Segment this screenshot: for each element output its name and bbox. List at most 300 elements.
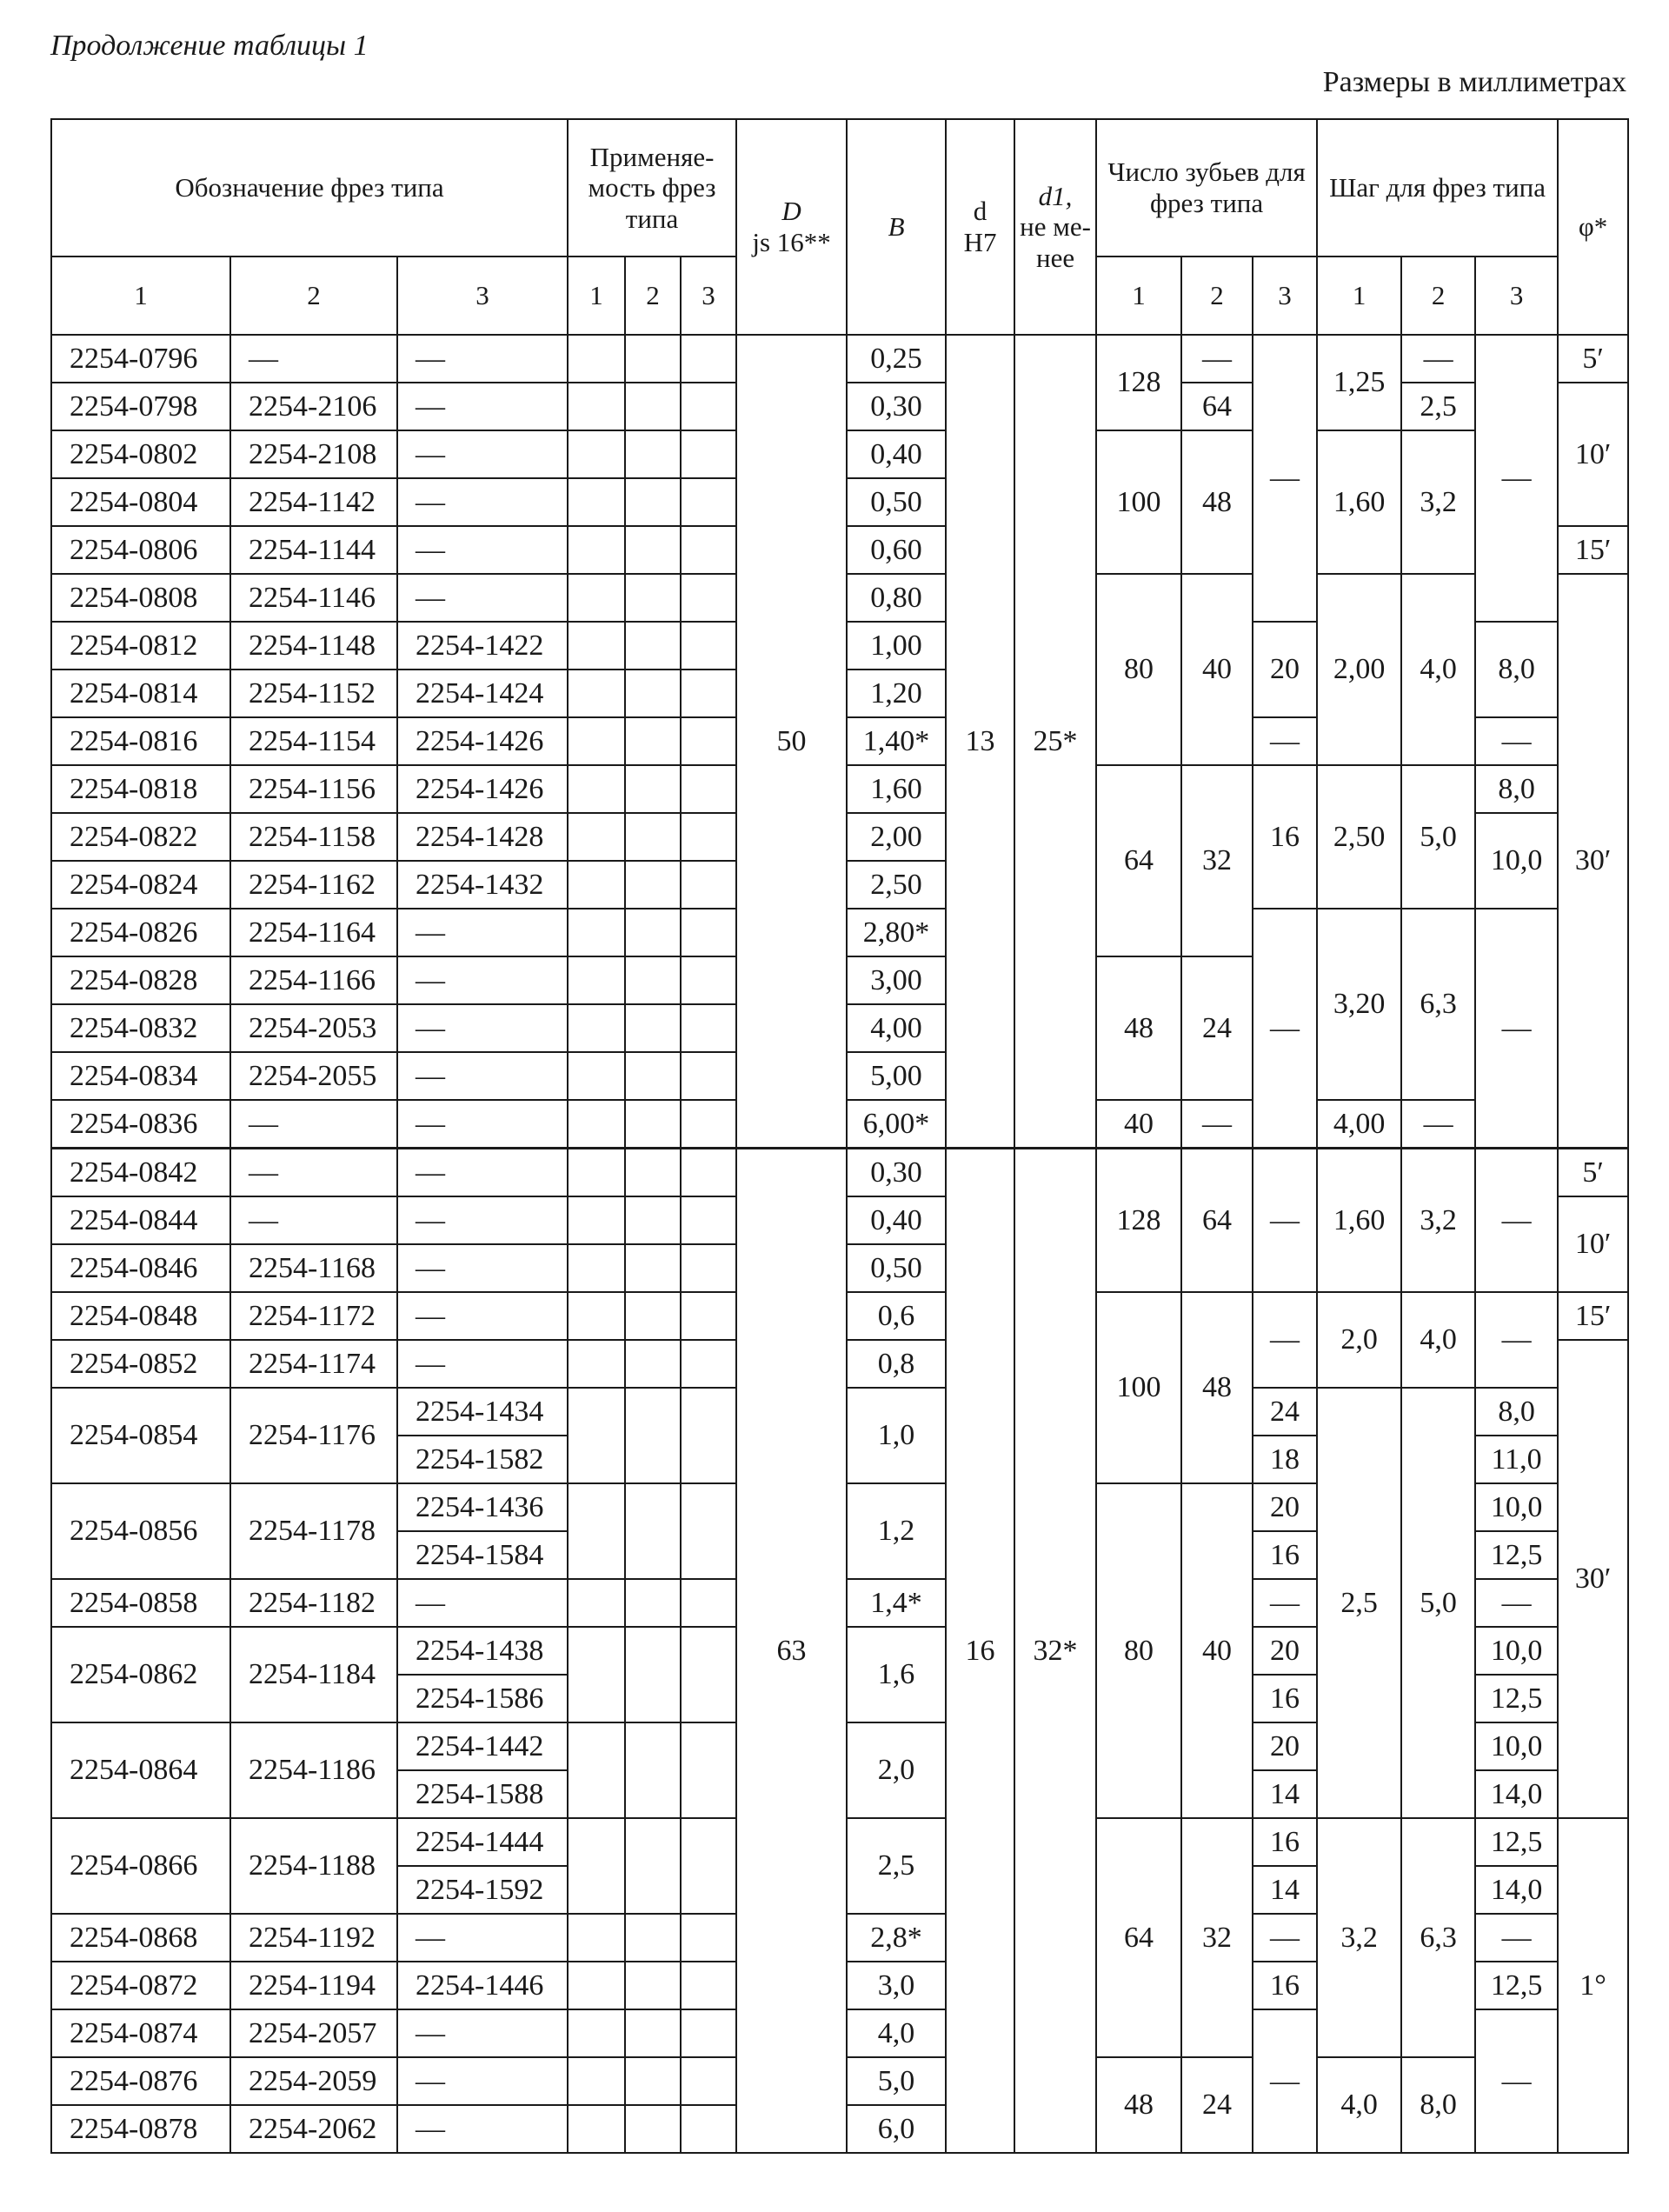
teeth-type1-value: 128	[1096, 335, 1181, 430]
type2-designation: 2254-2055	[230, 1052, 397, 1100]
applicability-cell	[568, 526, 625, 574]
teeth-type3-value: —	[1253, 2009, 1317, 2153]
width-b-value: 0,80	[847, 574, 946, 622]
teeth-type2-value: 24	[1181, 2057, 1253, 2153]
pitch-type3-value: —	[1475, 1579, 1558, 1627]
applicability-cell	[681, 478, 736, 526]
type3-designation: 2254-1584	[397, 1531, 568, 1579]
type1-designation: 2254-0824	[51, 861, 230, 909]
teeth-type3-value: 16	[1253, 765, 1317, 909]
width-b-value: 2,50	[847, 861, 946, 909]
width-b-value: 1,2	[847, 1483, 946, 1579]
applicability-cell	[625, 1818, 681, 1914]
type1-designation: 2254-0858	[51, 1579, 230, 1627]
type3-designation: —	[397, 478, 568, 526]
header-pitch: Шаг для фрез типа	[1317, 119, 1558, 257]
pitch-type3-value: 8,0	[1475, 1388, 1558, 1436]
type3-designation: —	[397, 430, 568, 478]
header-type-number: 3	[1475, 257, 1558, 335]
width-b-value: 3,00	[847, 956, 946, 1004]
width-b-value: 0,6	[847, 1292, 946, 1340]
applicability-cell	[568, 1292, 625, 1340]
applicability-cell	[625, 430, 681, 478]
applicability-cell	[625, 1340, 681, 1388]
type3-designation: —	[397, 2105, 568, 2153]
header-designation: Обозначение фрез типа	[51, 119, 568, 257]
teeth-type2-value: 24	[1181, 956, 1253, 1100]
applicability-cell	[681, 383, 736, 430]
type3-designation: —	[397, 956, 568, 1004]
applicability-cell	[681, 1627, 736, 1722]
applicability-cell	[681, 861, 736, 909]
type2-designation: 2254-1146	[230, 574, 397, 622]
teeth-type3-value: 16	[1253, 1818, 1317, 1866]
header-type-number: 2	[230, 257, 397, 335]
pitch-type3-value: 10,0	[1475, 813, 1558, 909]
type3-designation: 2254-1434	[397, 1388, 568, 1436]
width-b-value: 6,00*	[847, 1100, 946, 1149]
teeth-type3-value: 16	[1253, 1531, 1317, 1579]
teeth-type2-value: 48	[1181, 1292, 1253, 1483]
applicability-cell	[568, 765, 625, 813]
width-b-value: 0,40	[847, 430, 946, 478]
pitch-type1-value: 3,20	[1317, 909, 1401, 1100]
applicability-cell	[625, 1004, 681, 1052]
type1-designation: 2254-0848	[51, 1292, 230, 1340]
applicability-cell	[625, 1579, 681, 1627]
pitch-type2-value: 5,0	[1401, 765, 1475, 909]
type1-designation: 2254-0862	[51, 1627, 230, 1722]
type3-designation: 2254-1592	[397, 1866, 568, 1914]
applicability-cell	[568, 2009, 625, 2057]
width-b-value: 2,00	[847, 813, 946, 861]
type2-designation: 2254-1164	[230, 909, 397, 956]
applicability-cell	[568, 1914, 625, 1962]
type1-designation: 2254-0852	[51, 1340, 230, 1388]
applicability-cell	[625, 717, 681, 765]
applicability-cell	[568, 1818, 625, 1914]
type1-designation: 2254-0806	[51, 526, 230, 574]
type3-designation: 2254-1426	[397, 765, 568, 813]
applicability-cell	[568, 956, 625, 1004]
applicability-cell	[568, 1100, 625, 1149]
type3-designation: —	[397, 1052, 568, 1100]
teeth-type1-value: 64	[1096, 765, 1181, 956]
type2-designation: 2254-1192	[230, 1914, 397, 1962]
type2-designation: 2254-1178	[230, 1483, 397, 1579]
teeth-type3-value: —	[1253, 1579, 1317, 1627]
type1-designation: 2254-0796	[51, 335, 230, 383]
width-b-value: 1,20	[847, 670, 946, 717]
type3-designation: —	[397, 335, 568, 383]
type3-designation: 2254-1446	[397, 1962, 568, 2009]
applicability-cell	[681, 1914, 736, 1962]
applicability-cell	[681, 1962, 736, 2009]
type1-designation: 2254-0798	[51, 383, 230, 430]
type3-designation: —	[397, 1914, 568, 1962]
type3-designation: —	[397, 1004, 568, 1052]
width-b-value: 2,80*	[847, 909, 946, 956]
teeth-type2-value: —	[1181, 335, 1253, 383]
type1-designation: 2254-0826	[51, 909, 230, 956]
type1-designation: 2254-0846	[51, 1244, 230, 1292]
phi-value: 5′	[1558, 335, 1628, 383]
pitch-type2-value: 3,2	[1401, 430, 1475, 574]
applicability-cell	[568, 717, 625, 765]
type2-designation: —	[230, 1100, 397, 1149]
pitch-type3-value: 14,0	[1475, 1770, 1558, 1818]
phi-value: 10′	[1558, 383, 1628, 526]
pitch-type2-value: —	[1401, 335, 1475, 383]
applicability-cell	[625, 1292, 681, 1340]
type3-designation: 2254-1582	[397, 1436, 568, 1483]
applicability-cell	[568, 1244, 625, 1292]
type2-designation: 2254-1174	[230, 1340, 397, 1388]
type2-designation: 2254-1144	[230, 526, 397, 574]
pitch-type2-value: —	[1401, 1100, 1475, 1149]
type2-designation: 2254-1182	[230, 1579, 397, 1627]
header-type-number: 2	[625, 257, 681, 335]
applicability-cell	[681, 1100, 736, 1149]
pitch-type3-value: 8,0	[1475, 622, 1558, 717]
type3-designation: —	[397, 1340, 568, 1388]
type3-designation: 2254-1442	[397, 1722, 568, 1770]
applicability-cell	[681, 1818, 736, 1914]
applicability-cell	[568, 1627, 625, 1722]
type2-designation: 2254-1154	[230, 717, 397, 765]
teeth-type1-value: 80	[1096, 574, 1181, 765]
applicability-cell	[625, 622, 681, 670]
pitch-type3-value: 12,5	[1475, 1962, 1558, 2009]
teeth-type2-value: 48	[1181, 430, 1253, 574]
applicability-cell	[681, 1244, 736, 1292]
type3-designation: —	[397, 383, 568, 430]
width-b-value: 4,00	[847, 1004, 946, 1052]
type1-designation: 2254-0842	[51, 1149, 230, 1197]
type2-designation: 2254-2053	[230, 1004, 397, 1052]
table-body	[51, 335, 1628, 2153]
type3-designation: —	[397, 1100, 568, 1149]
pitch-type1-value: 2,00	[1317, 574, 1401, 765]
type1-designation: 2254-0872	[51, 1962, 230, 2009]
type2-designation: 2254-2057	[230, 2009, 397, 2057]
bore-d-value: 13	[946, 335, 1014, 1149]
applicability-cell	[681, 1052, 736, 1100]
type3-designation: 2254-1432	[397, 861, 568, 909]
applicability-cell	[625, 1149, 681, 1197]
applicability-cell	[568, 1149, 625, 1197]
continuation-caption: Продолжение таблицы 1	[50, 30, 369, 62]
width-b-value: 0,60	[847, 526, 946, 574]
teeth-type3-value: —	[1253, 335, 1317, 622]
applicability-cell	[568, 335, 625, 383]
applicability-cell	[625, 2057, 681, 2105]
applicability-cell	[568, 2057, 625, 2105]
phi-value: 10′	[1558, 1196, 1628, 1292]
applicability-cell	[568, 909, 625, 956]
header-type-number: 1	[1096, 257, 1181, 335]
pitch-type1-value: 1,25	[1317, 335, 1401, 430]
applicability-cell	[568, 1196, 625, 1244]
pitch-type1-value: 2,5	[1317, 1388, 1401, 1818]
type1-designation: 2254-0844	[51, 1196, 230, 1244]
type2-designation: 2254-1162	[230, 861, 397, 909]
applicability-cell	[568, 622, 625, 670]
applicability-cell	[625, 1052, 681, 1100]
type1-designation: 2254-0834	[51, 1052, 230, 1100]
applicability-cell	[625, 526, 681, 574]
header-type-number: 1	[51, 257, 230, 335]
type3-designation: —	[397, 2057, 568, 2105]
teeth-type1-value: 40	[1096, 1100, 1181, 1149]
type2-designation: 2254-1172	[230, 1292, 397, 1340]
applicability-cell	[681, 1722, 736, 1818]
teeth-type1-value: 100	[1096, 430, 1181, 574]
width-b-value: 2,8*	[847, 1914, 946, 1962]
phi-value: 15′	[1558, 1292, 1628, 1340]
table-row	[51, 1149, 1628, 1197]
width-b-value: 6,0	[847, 2105, 946, 2153]
pitch-type1-value: 3,2	[1317, 1818, 1401, 2057]
teeth-type2-value: 32	[1181, 1818, 1253, 2057]
type2-designation: 2254-1176	[230, 1388, 397, 1483]
type1-designation: 2254-0832	[51, 1004, 230, 1052]
teeth-type1-value: 128	[1096, 1149, 1181, 1293]
applicability-cell	[568, 574, 625, 622]
applicability-cell	[625, 1388, 681, 1483]
teeth-type1-value: 64	[1096, 1818, 1181, 2057]
teeth-type3-value: 18	[1253, 1436, 1317, 1483]
pitch-type3-value: 11,0	[1475, 1436, 1558, 1483]
applicability-cell	[568, 1483, 625, 1579]
teeth-type3-value: 20	[1253, 1627, 1317, 1675]
type3-designation: —	[397, 1149, 568, 1197]
type3-designation: —	[397, 1244, 568, 1292]
type3-designation: 2254-1438	[397, 1627, 568, 1675]
header-type-number: 2	[1401, 257, 1475, 335]
applicability-cell	[681, 430, 736, 478]
width-b-value: 1,00	[847, 622, 946, 670]
type1-designation: 2254-0818	[51, 765, 230, 813]
pitch-type2-value: 3,2	[1401, 1149, 1475, 1293]
applicability-cell	[681, 670, 736, 717]
applicability-cell	[625, 765, 681, 813]
applicability-cell	[625, 1196, 681, 1244]
type3-designation: 2254-1586	[397, 1675, 568, 1722]
type2-designation: —	[230, 1149, 397, 1197]
width-b-value: 1,6	[847, 1627, 946, 1722]
width-b-value: 0,40	[847, 1196, 946, 1244]
applicability-cell	[568, 813, 625, 861]
width-b-value: 5,0	[847, 2057, 946, 2105]
header-d-outer: D js 16**	[736, 119, 847, 335]
table-row	[51, 335, 1628, 383]
teeth-type3-value: 20	[1253, 622, 1317, 717]
applicability-cell	[568, 1340, 625, 1388]
applicability-cell	[625, 813, 681, 861]
type3-designation: 2254-1422	[397, 622, 568, 670]
pitch-type1-value: 4,0	[1317, 2057, 1401, 2153]
teeth-type3-value: —	[1253, 1149, 1317, 1293]
type2-designation: 2254-1184	[230, 1627, 397, 1722]
type1-designation: 2254-0878	[51, 2105, 230, 2153]
type1-designation: 2254-0874	[51, 2009, 230, 2057]
type1-designation: 2254-0836	[51, 1100, 230, 1149]
type3-designation: 2254-1588	[397, 1770, 568, 1818]
pitch-type2-value: 8,0	[1401, 2057, 1475, 2153]
teeth-type3-value: 20	[1253, 1483, 1317, 1531]
applicability-cell	[625, 383, 681, 430]
type1-designation: 2254-0856	[51, 1483, 230, 1579]
pitch-type3-value: —	[1475, 1914, 1558, 1962]
header-width-b: B	[847, 119, 946, 335]
pitch-type3-value: —	[1475, 717, 1558, 765]
pitch-type1-value: 1,60	[1317, 430, 1401, 574]
width-b-value: 0,8	[847, 1340, 946, 1388]
teeth-type1-value: 80	[1096, 1483, 1181, 1818]
applicability-cell	[568, 1052, 625, 1100]
type2-designation: 2254-1142	[230, 478, 397, 526]
teeth-type2-value: 64	[1181, 383, 1253, 430]
type3-designation: —	[397, 909, 568, 956]
phi-value: 1°	[1558, 1818, 1628, 2153]
pitch-type3-value: —	[1475, 335, 1558, 622]
teeth-type3-value: —	[1253, 909, 1317, 1149]
applicability-cell	[681, 1004, 736, 1052]
type1-designation: 2254-0864	[51, 1722, 230, 1818]
header-bore-d: d H7	[946, 119, 1014, 335]
pitch-type3-value: —	[1475, 1149, 1558, 1293]
width-b-value: 0,50	[847, 478, 946, 526]
applicability-cell	[681, 1579, 736, 1627]
type3-designation: —	[397, 574, 568, 622]
applicability-cell	[681, 1149, 736, 1197]
type3-designation: —	[397, 1196, 568, 1244]
header-teeth-count: Число зубьев для фрез типа	[1096, 119, 1317, 257]
phi-value: 5′	[1558, 1149, 1628, 1197]
type2-designation: 2254-2108	[230, 430, 397, 478]
applicability-cell	[681, 956, 736, 1004]
type3-designation: —	[397, 1579, 568, 1627]
type1-designation: 2254-0828	[51, 956, 230, 1004]
type2-designation: 2254-1194	[230, 1962, 397, 2009]
applicability-cell	[625, 1483, 681, 1579]
width-b-value: 0,25	[847, 335, 946, 383]
applicability-cell	[681, 2057, 736, 2105]
pitch-type3-value: 10,0	[1475, 1627, 1558, 1675]
width-b-value: 0,30	[847, 1149, 946, 1197]
width-b-value: 2,0	[847, 1722, 946, 1818]
applicability-cell	[568, 670, 625, 717]
pitch-type3-value: 14,0	[1475, 1866, 1558, 1914]
teeth-type1-value: 48	[1096, 956, 1181, 1100]
applicability-cell	[681, 622, 736, 670]
pitch-type2-value: 4,0	[1401, 1292, 1475, 1388]
applicability-cell	[625, 1627, 681, 1722]
applicability-cell	[681, 335, 736, 383]
pitch-type2-value: 5,0	[1401, 1388, 1475, 1818]
applicability-cell	[568, 430, 625, 478]
pitch-type3-value: —	[1475, 2009, 1558, 2153]
applicability-cell	[681, 574, 736, 622]
applicability-cell	[568, 1579, 625, 1627]
type3-designation: —	[397, 1292, 568, 1340]
pitch-type2-value: 4,0	[1401, 574, 1475, 765]
type3-designation: 2254-1428	[397, 813, 568, 861]
width-b-value: 0,30	[847, 383, 946, 430]
type1-designation: 2254-0814	[51, 670, 230, 717]
type3-designation: 2254-1426	[397, 717, 568, 765]
pitch-type1-value: 2,0	[1317, 1292, 1401, 1388]
type3-designation: —	[397, 526, 568, 574]
width-b-value: 0,50	[847, 1244, 946, 1292]
applicability-cell	[681, 717, 736, 765]
pitch-type3-value: 12,5	[1475, 1531, 1558, 1579]
header-applicability: Применяе-мость фрез типа	[568, 119, 736, 257]
applicability-cell	[568, 861, 625, 909]
type2-designation: 2254-1168	[230, 1244, 397, 1292]
applicability-cell	[681, 1388, 736, 1483]
teeth-type2-value: 40	[1181, 574, 1253, 765]
type1-designation: 2254-0812	[51, 622, 230, 670]
pitch-type3-value: 12,5	[1475, 1675, 1558, 1722]
applicability-cell	[568, 1722, 625, 1818]
applicability-cell	[681, 765, 736, 813]
type2-designation: 2254-1186	[230, 1722, 397, 1818]
applicability-cell	[625, 1244, 681, 1292]
type2-designation: 2254-2059	[230, 2057, 397, 2105]
type1-designation: 2254-0804	[51, 478, 230, 526]
applicability-cell	[681, 2009, 736, 2057]
teeth-type2-value: 64	[1181, 1149, 1253, 1293]
applicability-cell	[625, 2105, 681, 2153]
pitch-type3-value: —	[1475, 909, 1558, 1149]
teeth-type3-value: —	[1253, 1292, 1317, 1388]
header-type-number: 3	[681, 257, 736, 335]
pitch-type2-value: 2,5	[1401, 383, 1475, 430]
header-phi: φ*	[1558, 119, 1628, 335]
header-d1: d1, не ме-нее	[1014, 119, 1096, 335]
pitch-type3-value: 10,0	[1475, 1722, 1558, 1770]
teeth-type2-value: —	[1181, 1100, 1253, 1149]
pitch-type1-value: 1,60	[1317, 1149, 1401, 1293]
applicability-cell	[681, 526, 736, 574]
width-b-value: 4,0	[847, 2009, 946, 2057]
type2-designation: 2254-1152	[230, 670, 397, 717]
width-b-value: 1,40*	[847, 717, 946, 765]
header-type-number: 1	[568, 257, 625, 335]
applicability-cell	[568, 1004, 625, 1052]
teeth-type2-value: 32	[1181, 765, 1253, 956]
type3-designation: —	[397, 2009, 568, 2057]
phi-value: 30′	[1558, 1340, 1628, 1818]
type2-designation: 2254-1156	[230, 765, 397, 813]
applicability-cell	[681, 1340, 736, 1388]
applicability-cell	[625, 670, 681, 717]
pitch-type3-value: 8,0	[1475, 765, 1558, 813]
type2-designation: 2254-2106	[230, 383, 397, 430]
type1-designation: 2254-0822	[51, 813, 230, 861]
width-b-value: 5,00	[847, 1052, 946, 1100]
width-b-value: 2,5	[847, 1818, 946, 1914]
applicability-cell	[681, 909, 736, 956]
header-type-number: 3	[397, 257, 568, 335]
bore-d-value: 16	[946, 1149, 1014, 2154]
type2-designation: —	[230, 335, 397, 383]
pitch-type2-value: 6,3	[1401, 909, 1475, 1100]
type1-designation: 2254-0802	[51, 430, 230, 478]
type2-designation: 2254-2062	[230, 2105, 397, 2153]
